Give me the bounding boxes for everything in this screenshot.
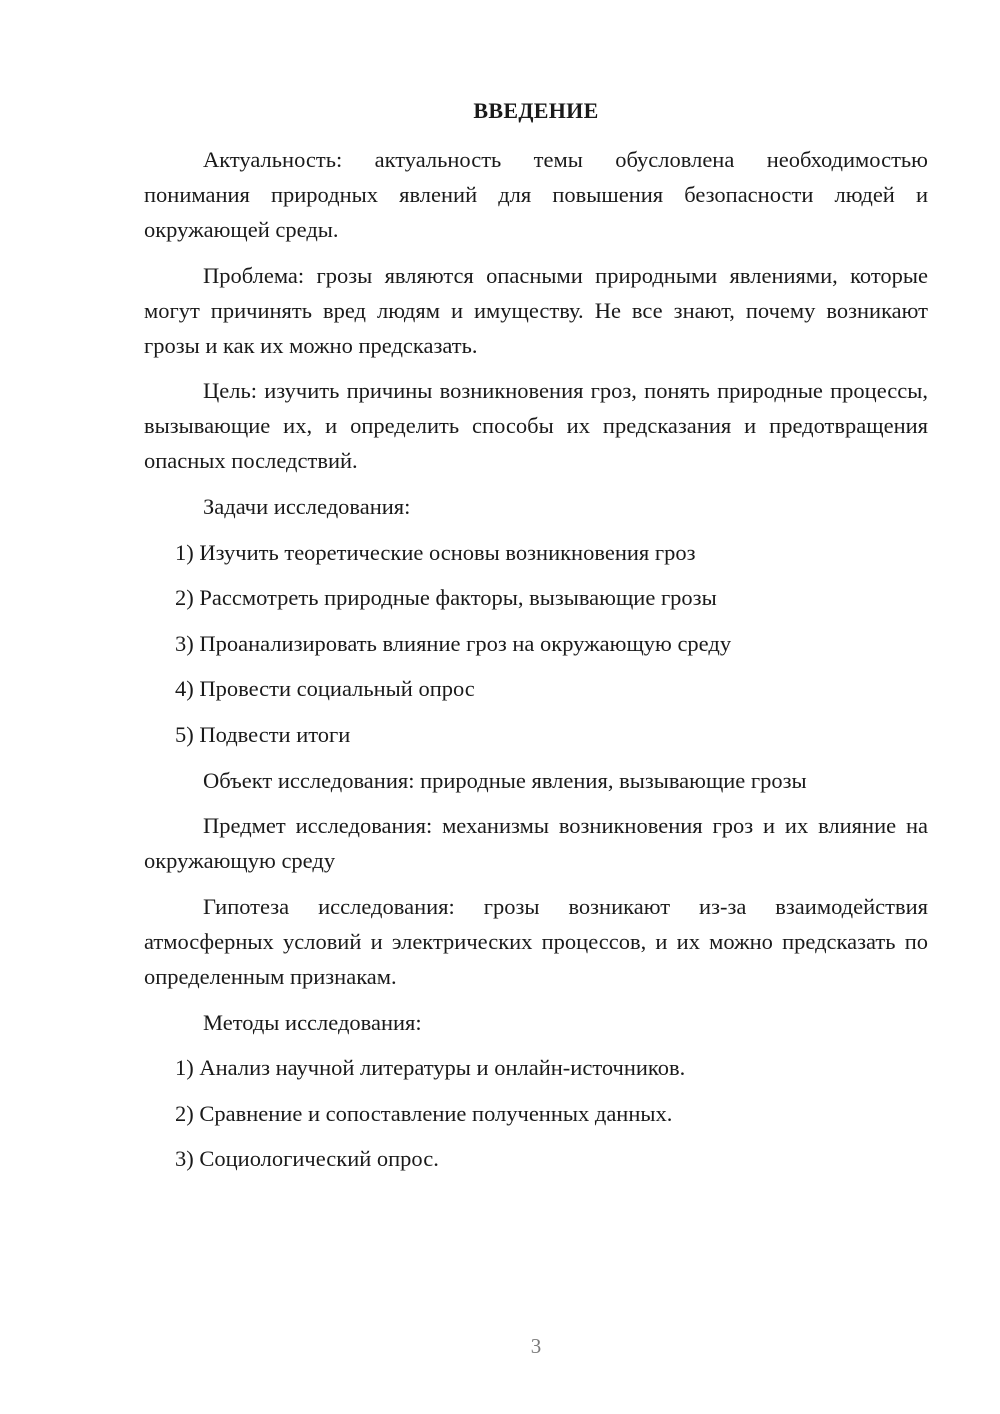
section-title: ВВЕДЕНИЕ [473, 98, 599, 123]
task-item: 3) Проанализировать влияние гроз на окружающую среду [175, 631, 732, 656]
hypothesis-paragraph: Гипотеза исследования: грозы возникают из-за взаимодействия атмосферных условий и электрических процессов, и их можно предсказать по определенным признакам. [144, 894, 928, 989]
tasks-heading: Задачи исследования: [203, 494, 411, 519]
method-item: 1) Анализ научной литературы и онлайн-источников. [175, 1055, 686, 1080]
task-item: 5) Подвести итоги [175, 722, 351, 747]
document-page [144, 0, 928, 1414]
subject-paragraph: Предмет исследования: механизмы возникновения гроз и их влияние на окружающую среду [144, 813, 928, 873]
problem-paragraph: Проблема: грозы являются опасными природными явлениями, которые могут причинять вред людям и имуществу. Не все знают, почему возникают грозы и как их можно предсказать. [144, 263, 928, 358]
page-number: 3 [530, 1334, 542, 1358]
object-paragraph: Объект исследования: природные явления, вызывающие грозы [203, 768, 807, 793]
task-item: 2) Рассмотреть природные факторы, вызывающие грозы [175, 585, 717, 610]
methods-heading: Методы исследования: [203, 1010, 422, 1035]
task-item: 4) Провести социальный опрос [175, 676, 475, 701]
task-item: 1) Изучить теоретические основы возникновения гроз [175, 540, 696, 565]
method-item: 2) Сравнение и сопоставление полученных данных. [175, 1101, 673, 1126]
goal-paragraph: Цель: изучить причины возникновения гроз, понять природные процессы, вызывающие их, и определить способы их предсказания и предотвращения опасных последствий. [144, 378, 928, 473]
method-item: 3) Социологический опрос. [175, 1146, 439, 1171]
relevance-paragraph: Актуальность: актуальность темы обусловлена необходимостью понимания природных явлений для повышения безопасности людей и окружающей среды. [144, 147, 928, 242]
